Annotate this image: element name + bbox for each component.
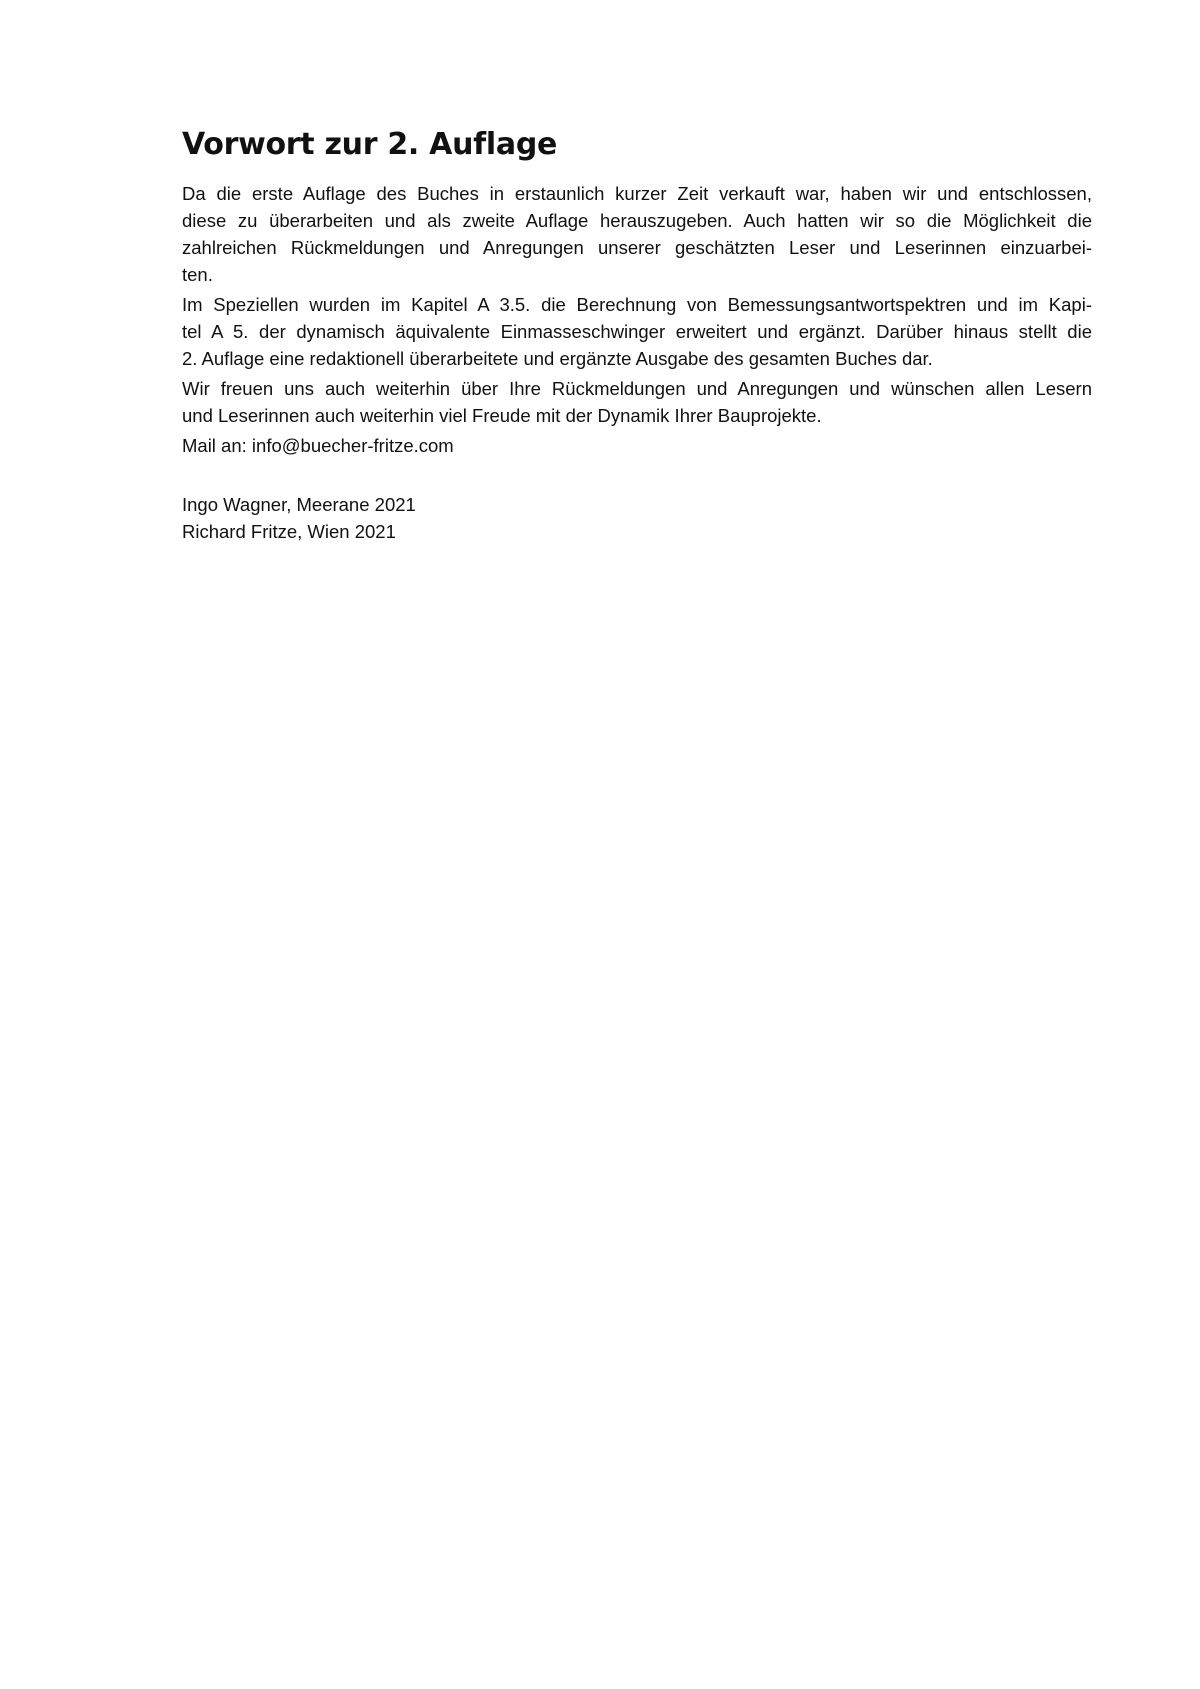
paragraph-feedback	[182, 375, 1092, 429]
preface-section	[182, 128, 1092, 545]
page-title: Vorwort zur 2. Auflage	[182, 127, 558, 162]
signature-ingo-wagner: Ingo Wagner, Meerane 2021	[182, 494, 416, 515]
paragraph-contact-email	[182, 432, 1092, 459]
text-line: Da die erste Auflage des Buches in erstaunlich kurzer Zeit verkauft war, haben wir und entschlossen,	[182, 183, 1092, 204]
signature-richard-fritze: Richard Fritze, Wien 2021	[182, 521, 396, 542]
text-line: tel A 5. der dynamisch äquivalente Einmasseschwinger erweitert und ergänzt. Darüber hinaus stellt die	[182, 321, 1092, 342]
text-line: und Leserinnen auch weiterhin viel Freude mit der Dynamik Ihrer Bauprojekte.	[182, 405, 822, 426]
contact-email: Mail an: info@buecher-fritze.com	[182, 435, 454, 456]
text-line: ten.	[182, 264, 213, 285]
text-line: diese zu überarbeiten und als zweite Auflage herauszugeben. Auch hatten wir so die Möglichkeit die	[182, 210, 1092, 231]
text-line: 2. Auflage eine redaktionell überarbeitete und ergänzte Ausgabe des gesamten Buches dar.	[182, 348, 933, 369]
paragraph-first-edition	[182, 180, 1092, 288]
author-signatures	[182, 491, 1092, 545]
text-line: zahlreichen Rückmeldungen und Anregungen unserer geschätzten Leser und Leserinnen einzuarbei-	[182, 237, 1092, 258]
text-line: Wir freuen uns auch weiterhin über Ihre Rückmeldungen und Anregungen und wünschen allen Lesern	[182, 378, 1092, 399]
text-line: Im Speziellen wurden im Kapitel A 3.5. die Berechnung von Bemessungsantwortspektren und im Kapi-	[182, 294, 1092, 315]
paragraph-chapter-changes	[182, 291, 1092, 372]
preface-body	[182, 180, 1092, 459]
